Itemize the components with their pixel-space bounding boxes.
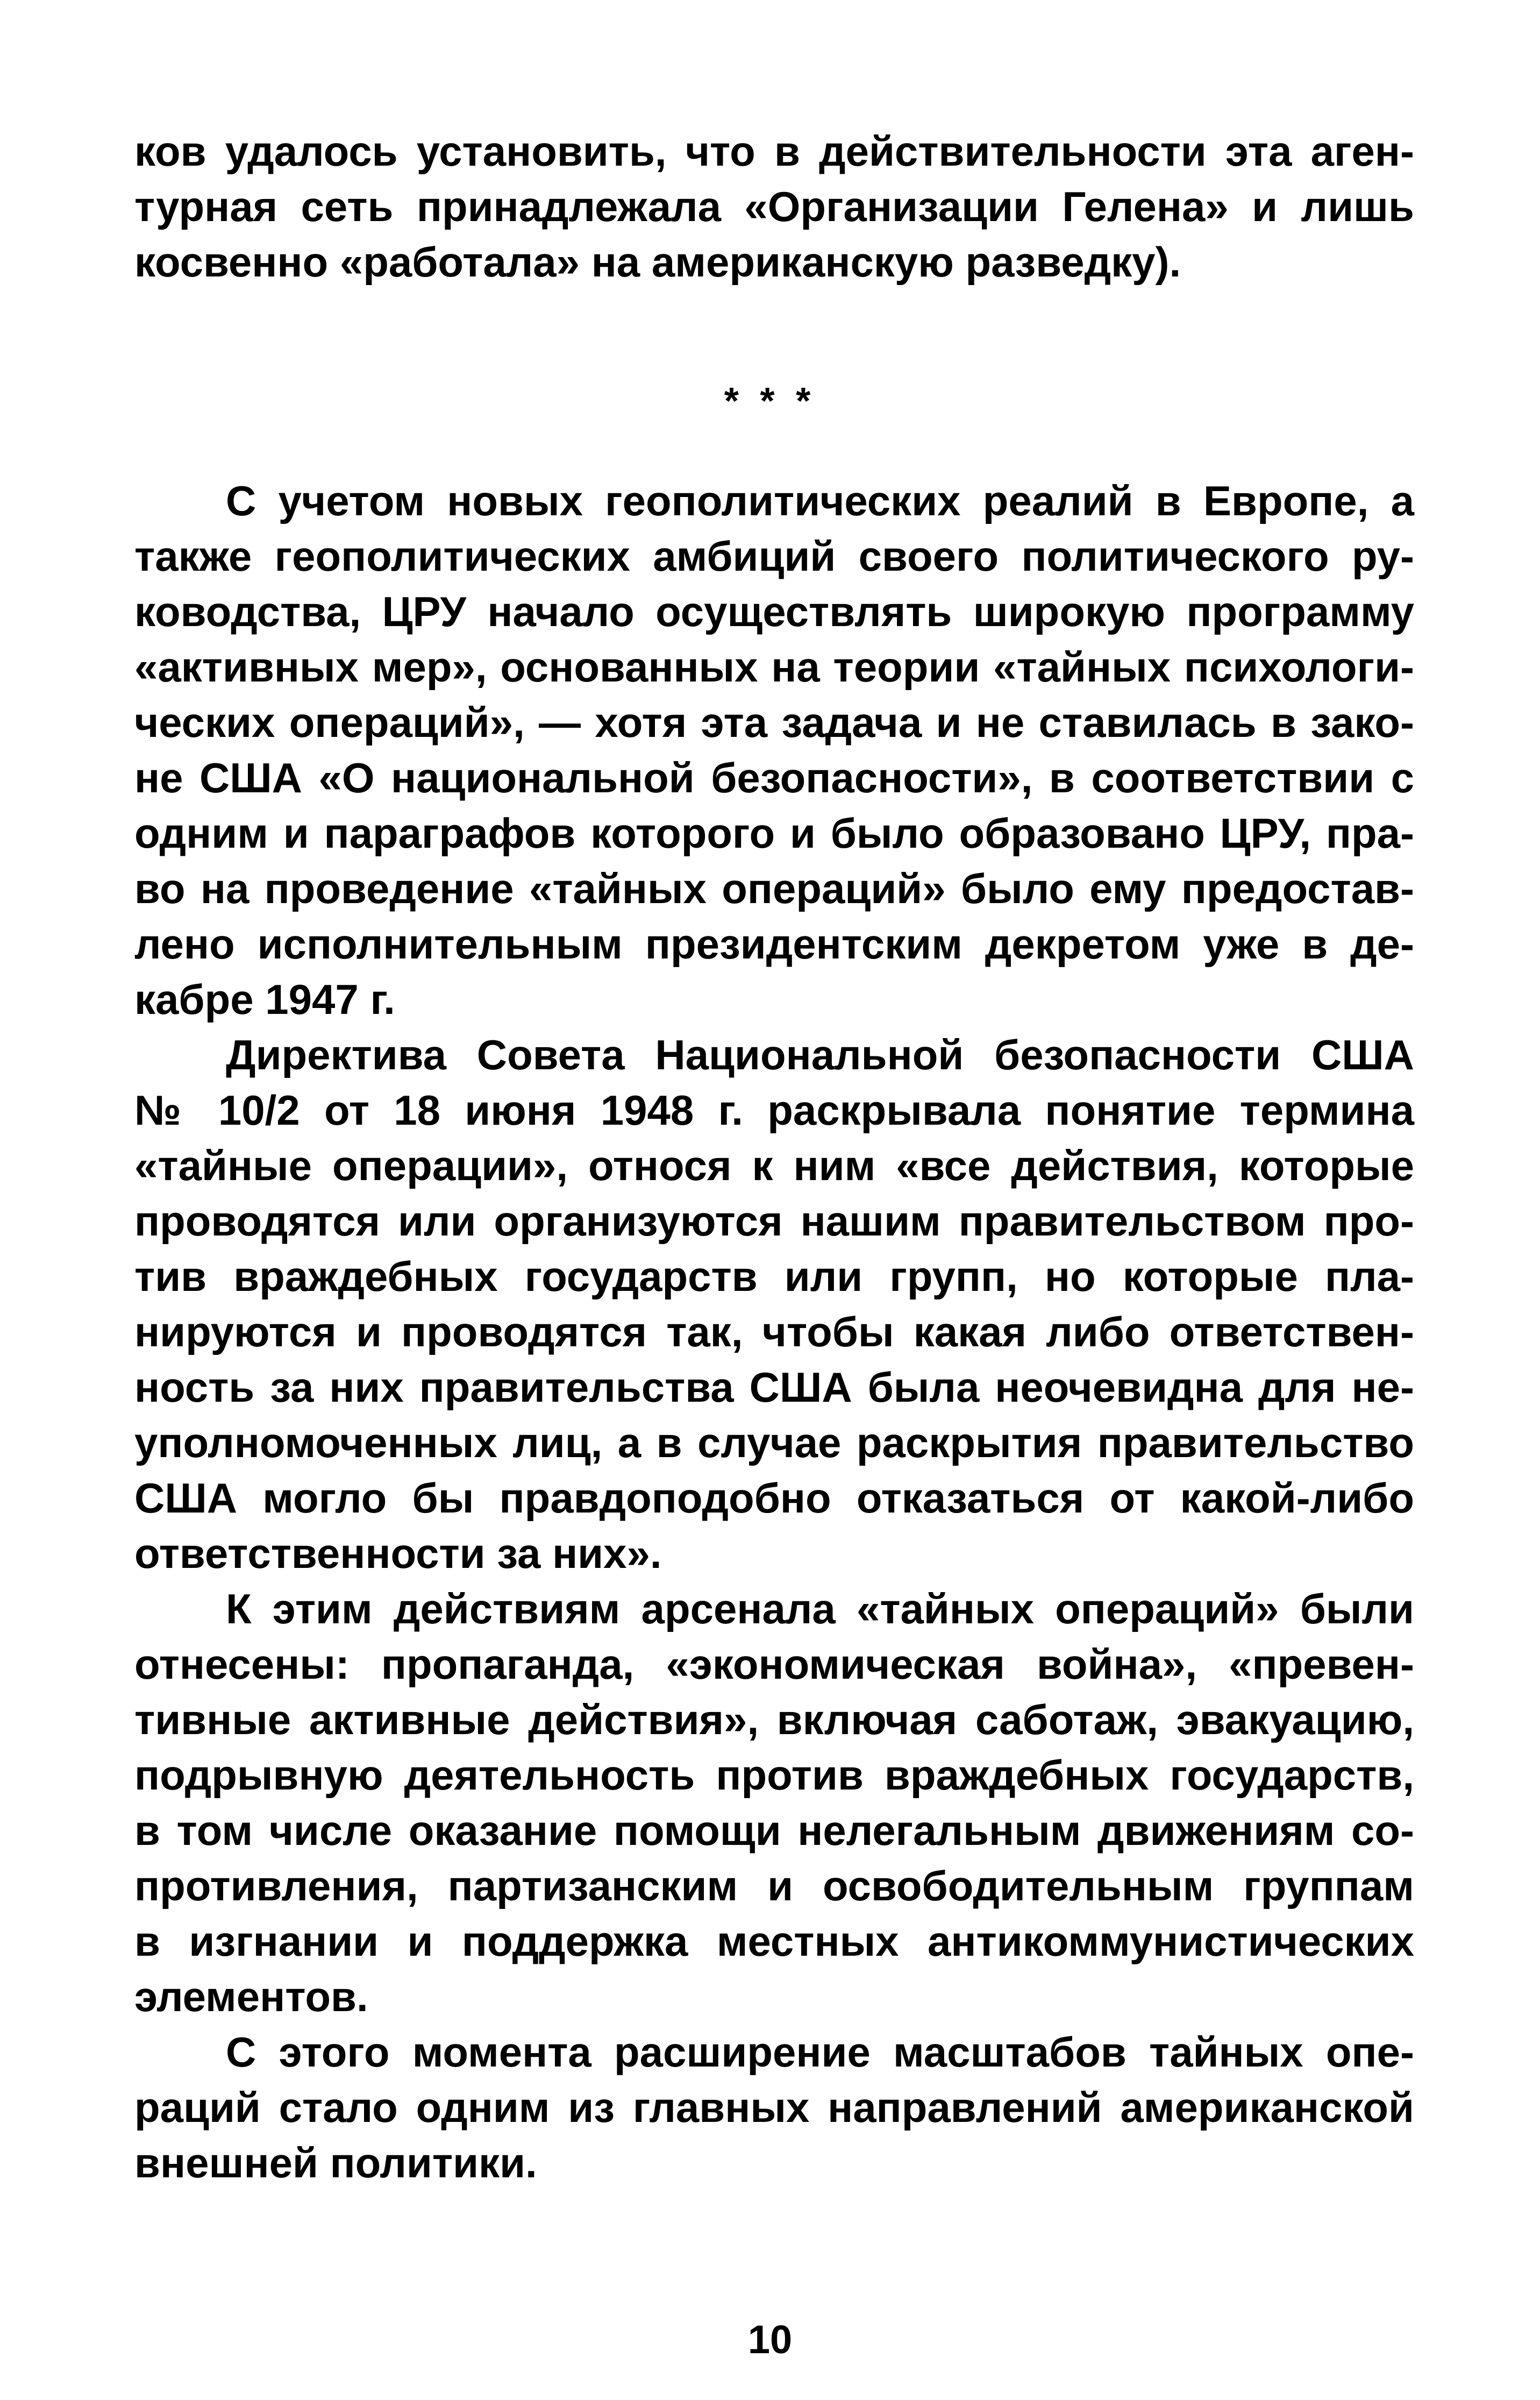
text-line: противления, партизанским и освободительным группам bbox=[134, 1862, 1414, 1909]
text-line: С этого момента расширение масштабов тайных опе- bbox=[226, 2028, 1414, 2076]
text-line: косвенно «работала» на американскую разведку). bbox=[134, 238, 1181, 286]
page-number: 10 bbox=[747, 2317, 793, 2362]
text-line: ответственности за них». bbox=[134, 1530, 662, 1577]
text-line: ководства, ЦРУ начало осуществлять широкую программу bbox=[134, 588, 1414, 635]
text-line: подрывную деятельность против враждебных государств, bbox=[134, 1751, 1414, 1799]
text-line: также геополитических амбиций своего политического ру- bbox=[134, 532, 1414, 580]
text-line: не США «О национальной безопасности», в соответствии с bbox=[134, 754, 1414, 801]
section-separator: * * * bbox=[724, 380, 816, 422]
intro-paragraph bbox=[134, 124, 1414, 290]
text-line: тивные активные действия», включая саботаж, эвакуацию, bbox=[134, 1696, 1414, 1743]
main-text bbox=[134, 473, 1414, 2191]
text-line: одним и параграфов которого и было образовано ЦРУ, пра- bbox=[134, 810, 1414, 857]
text-line: США могло бы правдоподобно отказаться от какой-либо bbox=[134, 1474, 1414, 1522]
text-line: Директива Совета Национальной безопасности США bbox=[226, 1031, 1414, 1078]
text-line: во на проведение «тайных операций» было ему предостав- bbox=[134, 865, 1414, 912]
text-line: «активных мер», основанных на теории «тайных психологи- bbox=[134, 643, 1414, 691]
text-line: отнесены: пропаганда, «экономическая война», «превен- bbox=[134, 1641, 1414, 1688]
text-line: элементов. bbox=[134, 1973, 368, 2020]
text-line: ность за них правительства США была неочевидна для не- bbox=[134, 1364, 1414, 1411]
text-line: проводятся или организуются нашим правительством про- bbox=[134, 1197, 1414, 1245]
text-line: тив враждебных государств или групп, но которые пла- bbox=[134, 1253, 1414, 1300]
text-line: ков удалось установить, что в действительности эта аген- bbox=[134, 127, 1414, 175]
text-line: кабре 1947 г. bbox=[134, 976, 395, 1023]
text-line: в том числе оказание помощи нелегальным движениям со- bbox=[134, 1807, 1414, 1854]
text-line: уполномоченных лиц, а в случае раскрытия правительство bbox=[134, 1419, 1414, 1466]
text-line: № 10/2 от 18 июня 1948 г. раскрывала понятие термина bbox=[134, 1087, 1414, 1134]
text-line: С учетом новых геополитических реалий в Европе, а bbox=[226, 477, 1414, 524]
text-line: «тайные операции», относя к ним «все действия, которые bbox=[134, 1142, 1414, 1189]
text-line: в изгнании и поддержка местных антикоммунистических bbox=[134, 1918, 1414, 1965]
text-line: лено исполнительным президентским декретом уже в де- bbox=[134, 920, 1414, 968]
text-line: нируются и проводятся так, чтобы какая либо ответствен- bbox=[134, 1308, 1414, 1355]
text-line: внешней политики. bbox=[134, 2139, 537, 2186]
text-line: ческих операций», — хотя эта задача и не ставилась в зако- bbox=[134, 699, 1414, 746]
text-line: турная сеть принадлежала «Организации Гелена» и лишь bbox=[134, 183, 1414, 230]
text-line: раций стало одним из главных направлений американской bbox=[134, 2084, 1414, 2131]
text-line: К этим действиям арсенала «тайных операций» были bbox=[226, 1585, 1414, 1632]
